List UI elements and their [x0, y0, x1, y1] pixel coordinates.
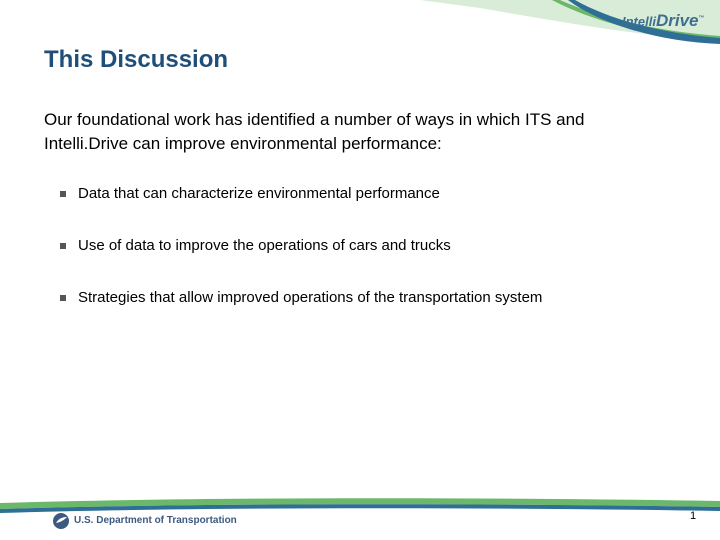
bullet-list [60, 184, 680, 340]
bullet-item [60, 184, 680, 204]
bullet-item [60, 236, 680, 256]
square-bullet-icon [60, 243, 66, 249]
logo-text-1: Intelli [622, 14, 656, 29]
footer-organization: U.S. Department of Transportation [74, 515, 237, 526]
bullet-text: Data that can characterize environmental performance [78, 185, 440, 202]
logo-tm: ™ [698, 15, 705, 22]
logo-text-2: Drive [655, 11, 699, 30]
bullet-text: Strategies that allow improved operations of the transportation system [78, 289, 543, 306]
bullet-item [60, 288, 680, 308]
square-bullet-icon [60, 191, 66, 197]
page-number: 1 [690, 510, 697, 522]
square-bullet-icon [60, 295, 66, 301]
intellidrive-logo [622, 12, 704, 30]
bullet-text: Use of data to improve the operations of cars and trucks [78, 237, 451, 254]
usdot-logo-icon [52, 512, 70, 530]
intro-paragraph: Our foundational work has identified a number of ways in which ITS and Intelli.Drive can improve environmental performance: [44, 110, 585, 153]
slide-title: This Discussion [44, 46, 229, 73]
